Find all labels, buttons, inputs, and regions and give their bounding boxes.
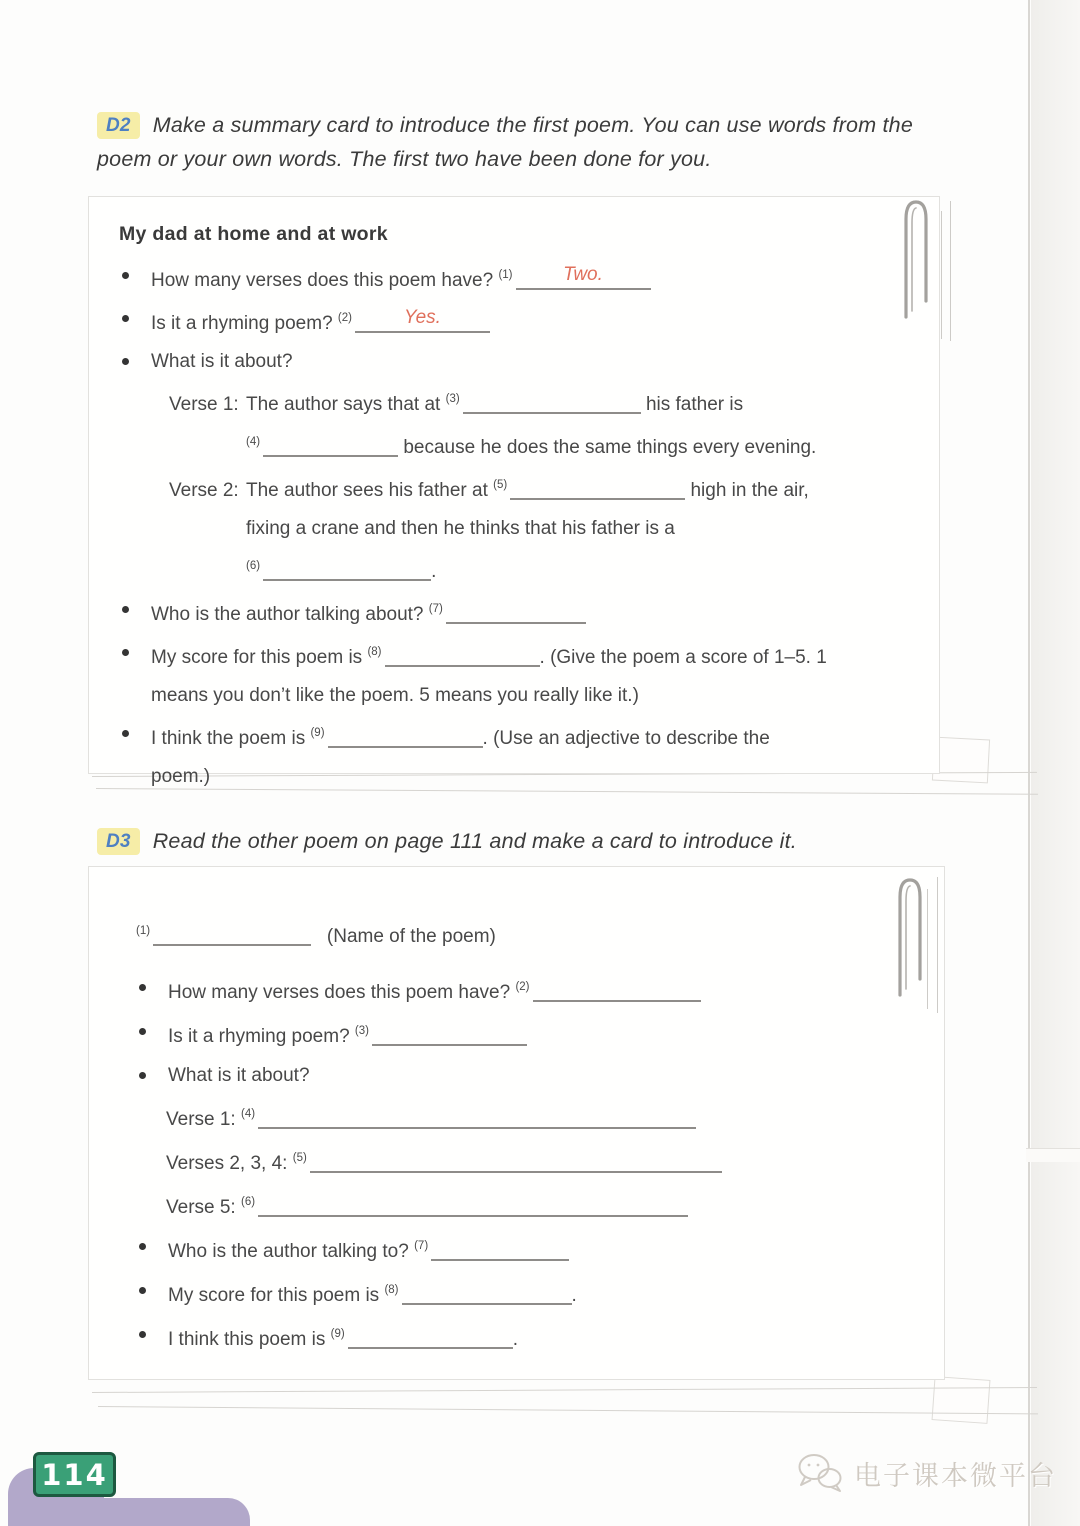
d3-instruction-text: Read the other poem on page 111 and make a card to introduce it.	[152, 829, 797, 853]
row-text: Who is the author talking to?	[168, 1241, 415, 1262]
row-text: The author sees his father at	[246, 480, 494, 501]
row-text: My score for this poem is	[151, 647, 368, 668]
row-text: .	[571, 1285, 577, 1306]
card-row	[119, 764, 911, 789]
row-text: Who is the author talking about?	[151, 604, 429, 625]
scan-line	[937, 877, 938, 1013]
numbered-marker: (5)	[493, 479, 508, 491]
answer-blank	[153, 926, 311, 946]
card-row	[119, 473, 911, 503]
answer-blank	[310, 1153, 722, 1173]
card-row	[136, 975, 916, 1005]
answer-blank	[258, 1197, 688, 1217]
row-text: poem.)	[151, 766, 211, 787]
numbered-marker: (1)	[136, 925, 151, 937]
card-row	[136, 1234, 916, 1264]
row-text: What is it about?	[151, 351, 293, 372]
page-edge-line	[1028, 0, 1030, 1526]
numbered-marker: (8)	[384, 1284, 399, 1296]
answer-blank	[516, 264, 651, 290]
card-row	[136, 1019, 916, 1049]
answer-blank	[372, 1026, 527, 1046]
answer-blank	[510, 480, 685, 500]
card-under-corner	[932, 737, 990, 784]
card-row	[119, 516, 911, 541]
numbered-marker: (8)	[367, 646, 382, 658]
page-edge-notch	[1026, 1148, 1080, 1162]
row-text: .	[512, 1329, 518, 1350]
answer-blank	[328, 728, 483, 748]
d3-instruction	[97, 824, 965, 858]
card-row	[136, 1190, 916, 1220]
row-text: How many verses does this poem have?	[151, 270, 499, 291]
row-text: The author says that at	[246, 394, 446, 415]
numbered-marker: (2)	[515, 981, 530, 993]
card-row	[136, 919, 916, 949]
numbered-marker: (9)	[310, 727, 325, 739]
wechat-icon	[796, 1452, 844, 1494]
card-title: My dad at home and at work	[119, 223, 388, 245]
numbered-marker: (7)	[428, 603, 443, 615]
bullet-dot	[122, 358, 129, 365]
numbered-marker: (6)	[241, 1196, 256, 1208]
card-row	[119, 721, 911, 751]
summary-card-2	[88, 866, 945, 1380]
answer-blank	[348, 1329, 513, 1349]
card-row	[119, 430, 911, 460]
numbered-marker: (4)	[246, 436, 261, 448]
numbered-marker: (2)	[337, 312, 352, 324]
d3-badge: D3	[97, 828, 140, 855]
row-text: high in the air,	[685, 480, 809, 501]
row-text: . (Give the poem a score of 1–5. 1	[539, 647, 827, 668]
card-row	[136, 1063, 916, 1088]
scan-line	[950, 201, 951, 341]
summary-card-1	[88, 196, 940, 787]
card-row	[136, 1322, 916, 1352]
watermark	[796, 1452, 1057, 1494]
card-stack-edge	[96, 788, 1038, 795]
d2-badge: D2	[97, 112, 140, 139]
answer-blank	[258, 1109, 696, 1129]
card-row	[119, 387, 911, 417]
page-edge-shade	[1031, 0, 1080, 1526]
numbered-marker: (6)	[246, 560, 261, 572]
bullet-dot	[122, 730, 129, 737]
row-text: . (Use an adjective to describe the	[482, 728, 770, 749]
row-text: Is it a rhyming poem?	[151, 313, 338, 334]
card-row	[119, 683, 911, 708]
card-row	[119, 263, 911, 293]
row-text: .	[431, 561, 437, 582]
bullet-dot	[122, 272, 129, 279]
numbered-marker: (9)	[330, 1328, 345, 1340]
bullet-dot	[139, 1287, 146, 1294]
row-text: means you don’t like the poem. 5 means you really like it.)	[151, 685, 639, 706]
card1-rows	[119, 263, 911, 789]
card-row	[119, 597, 911, 627]
watermark-text: 电子课本微平台	[854, 1460, 1057, 1492]
row-text: fixing a crane and then he thinks that his father is a	[246, 518, 675, 539]
paperclip-icon	[889, 873, 929, 999]
answer-blank	[263, 437, 398, 457]
card-stack-edge	[92, 1387, 1037, 1393]
answer-blank	[463, 394, 641, 414]
purple-corner-shape	[60, 1498, 250, 1526]
row-text: I think the poem is	[151, 728, 311, 749]
row-text: Verse 1:	[166, 1109, 241, 1130]
answer-blank	[533, 982, 701, 1002]
numbered-marker: (5)	[292, 1152, 307, 1164]
card-row	[119, 349, 911, 374]
scan-line	[941, 211, 942, 339]
card-row	[136, 1278, 916, 1308]
card-row	[119, 640, 911, 670]
d2-instruction	[97, 108, 965, 176]
paperclip-icon	[895, 195, 935, 321]
bullet-dot	[139, 1072, 146, 1079]
card-stack-edge	[98, 1406, 1038, 1414]
row-text: I think this poem is	[168, 1329, 331, 1350]
card-under-corner	[932, 1376, 991, 1424]
card-row	[136, 1102, 916, 1132]
row-text: Verses 2, 3, 4:	[166, 1153, 293, 1174]
bullet-dot	[139, 984, 146, 991]
numbered-marker: (4)	[241, 1108, 256, 1120]
bullet-dot	[139, 1243, 146, 1250]
row-text: Verse 5:	[166, 1197, 241, 1218]
row-text: What is it about?	[168, 1065, 310, 1086]
filled-answer: Two.	[563, 264, 603, 285]
bullet-dot	[122, 606, 129, 613]
verse-label: Verse 2:	[169, 480, 239, 501]
row-text: My score for this poem is	[168, 1285, 385, 1306]
row-text: because he does the same things every evening.	[398, 437, 817, 458]
bullet-dot	[122, 649, 129, 656]
numbered-marker: (3)	[445, 393, 460, 405]
page-number-badge: 114	[33, 1452, 116, 1497]
card-row	[119, 306, 911, 336]
verse-label: Verse 1:	[169, 394, 239, 415]
answer-blank	[446, 604, 586, 624]
answer-blank	[263, 561, 431, 581]
row-text: How many verses does this poem have?	[168, 982, 516, 1003]
numbered-marker: (1)	[498, 269, 513, 281]
numbered-marker: (7)	[414, 1240, 429, 1252]
bullet-dot	[139, 1028, 146, 1035]
answer-blank	[402, 1285, 572, 1305]
bullet-dot	[122, 315, 129, 322]
d2-instruction-text: Make a summary card to introduce the first poem. You can use words from the poem or your own words. The first two have been done for you.	[97, 113, 913, 171]
card2-rows	[136, 919, 916, 1352]
card-row	[136, 1146, 916, 1176]
answer-blank	[385, 647, 540, 667]
answer-blank	[431, 1241, 569, 1261]
filled-answer: Yes.	[403, 307, 441, 328]
row-text: Is it a rhyming poem?	[168, 1026, 355, 1047]
answer-blank	[355, 307, 490, 333]
bullet-dot	[139, 1331, 146, 1338]
row-text: (Name of the poem)	[311, 926, 496, 947]
row-text: his father is	[640, 394, 744, 415]
card-row	[119, 554, 911, 584]
numbered-marker: (3)	[354, 1025, 369, 1037]
